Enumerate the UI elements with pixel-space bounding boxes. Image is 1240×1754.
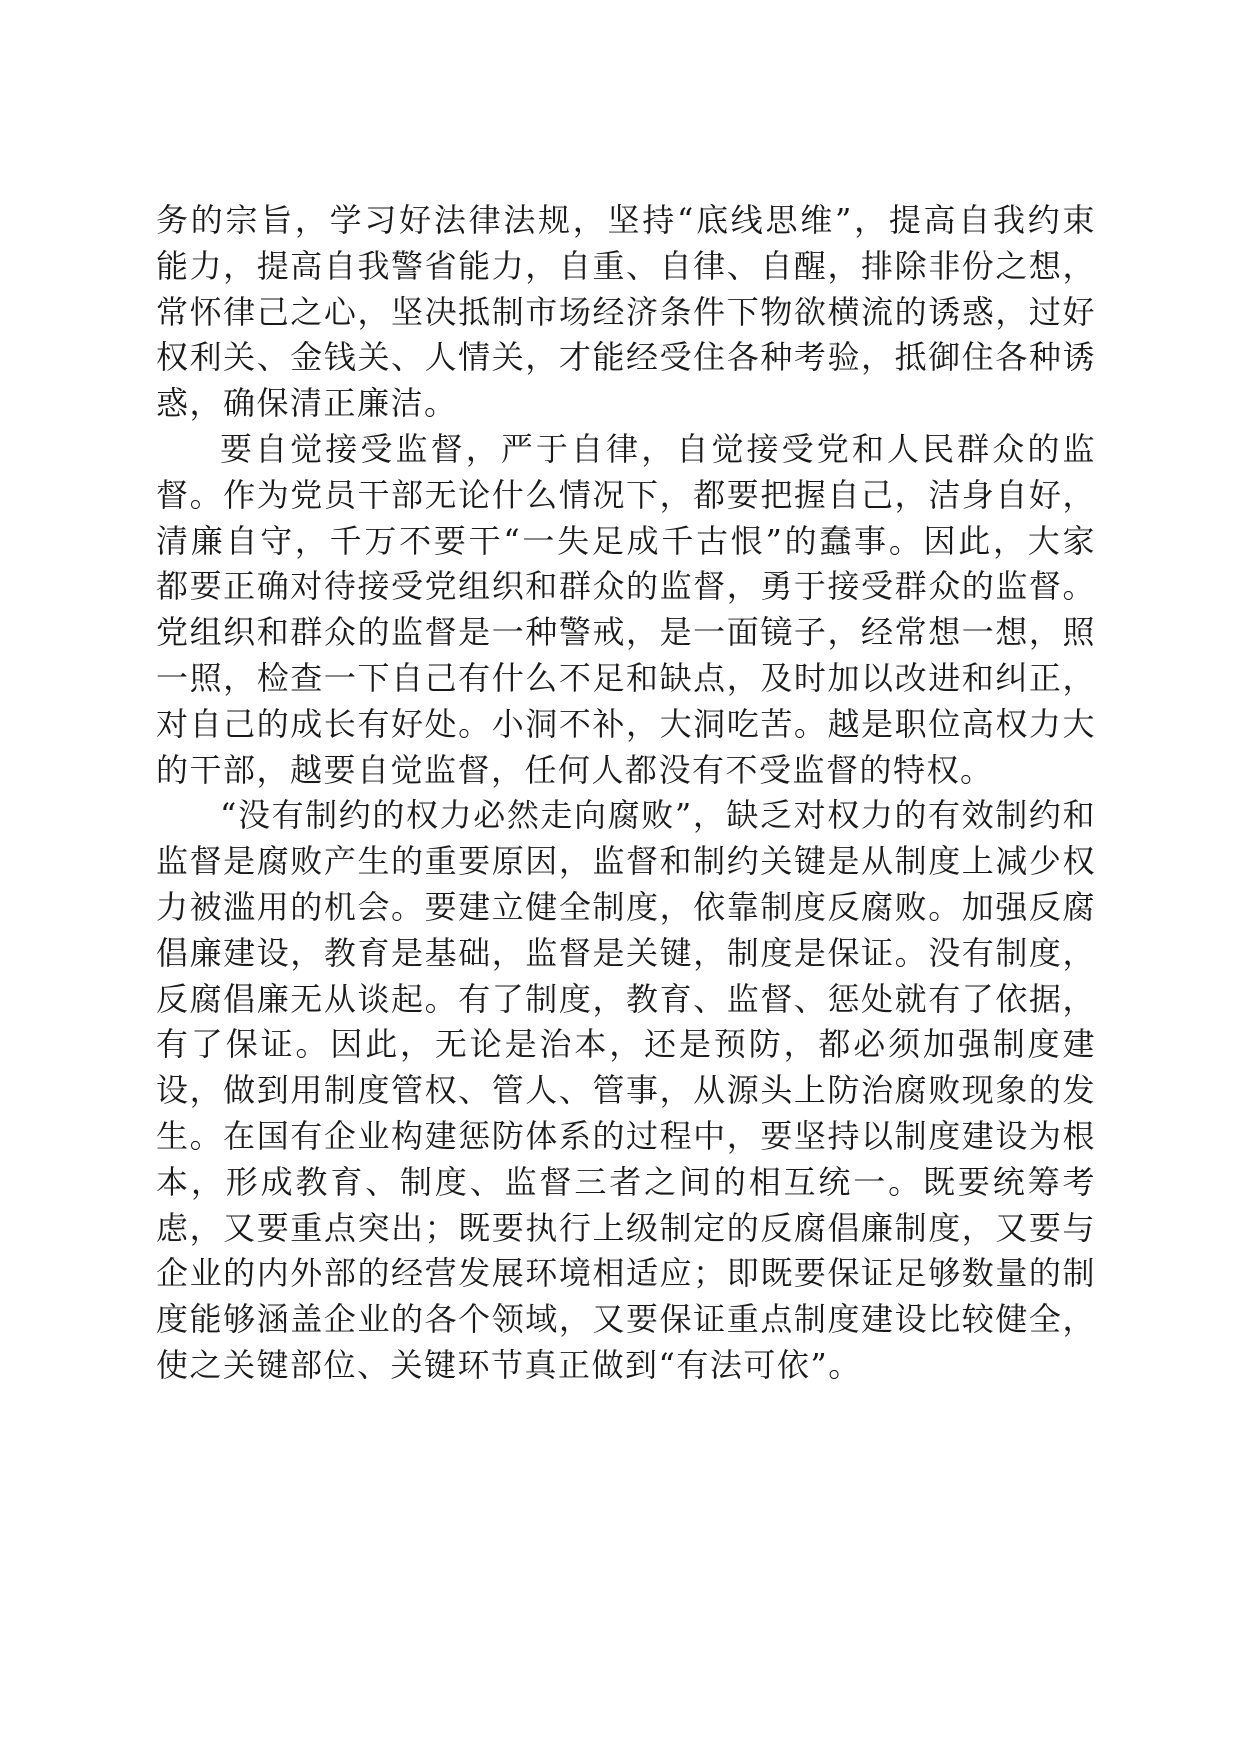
body-text [156,198,1096,1389]
paragraph-2: 要自觉接受监督，严于自律，自觉接受党和人民群众的监督。作为党员干部无论什么情况下，都要把握自己，洁身自好，清廉自守，千万不要干“一失足成千古恨”的蠢事。因此，大家都要正确对待接受党组织和群众的监督，勇于接受群众的监督。党组织和群众的监督是一种警戒，是一面镜子，经常想一想，照一照，检查一下自己有什么不足和缺点，及时加以改进和纠正，对自己的成长有好处。小洞不补，大洞吃苦。越是职位高权力大的干部，越要自觉监督，任何人都没有不受监督的特权。 [156,429,1096,789]
paragraph-3: “没有制约的权力必然走向腐败”，缺乏对权力的有效制约和监督是腐败产生的重要原因，监督和制约关键是从制度上减少权力被滥用的机会。要建立健全制度，依靠制度反腐败。加强反腐倡廉建设，教育是基础，监督是关键，制度是保证。没有制度，反腐倡廉无从谈起。有了制度，教育、监督、惩处就有了依据，有了保证。因此，无论是治本，还是预防，都必须加强制度建设，做到用制度管权、管人、管事，从源头上防治腐败现象的发生。在国有企业构建惩防体系的过程中，要坚持以制度建设为根本，形成教育、制度、监督三者之间的相互统一。既要统筹考虑，又要重点突出；既要执行上级制定的反腐倡廉制度，又要与企业的内外部的经营发展环境相适应；即既要保证足够数量的制度能够涵盖企业的各个领域，又要保证重点制度建设比较健全，使之关键部位、关键环节真正做到“有法可依”。 [156,796,1096,1384]
paragraph-1: 务的宗旨，学习好法律法规，坚持“底线思维”，提高自我约束能力，提高自我警省能力，自重、自律、自醒，排除非份之想，常怀律己之心，坚决抵制市场经济条件下物欲横流的诱惑，过好权利关、金钱关、人情关，才能经受住各种考验，抵御住各种诱惑，确保清正廉洁。 [156,201,1096,423]
